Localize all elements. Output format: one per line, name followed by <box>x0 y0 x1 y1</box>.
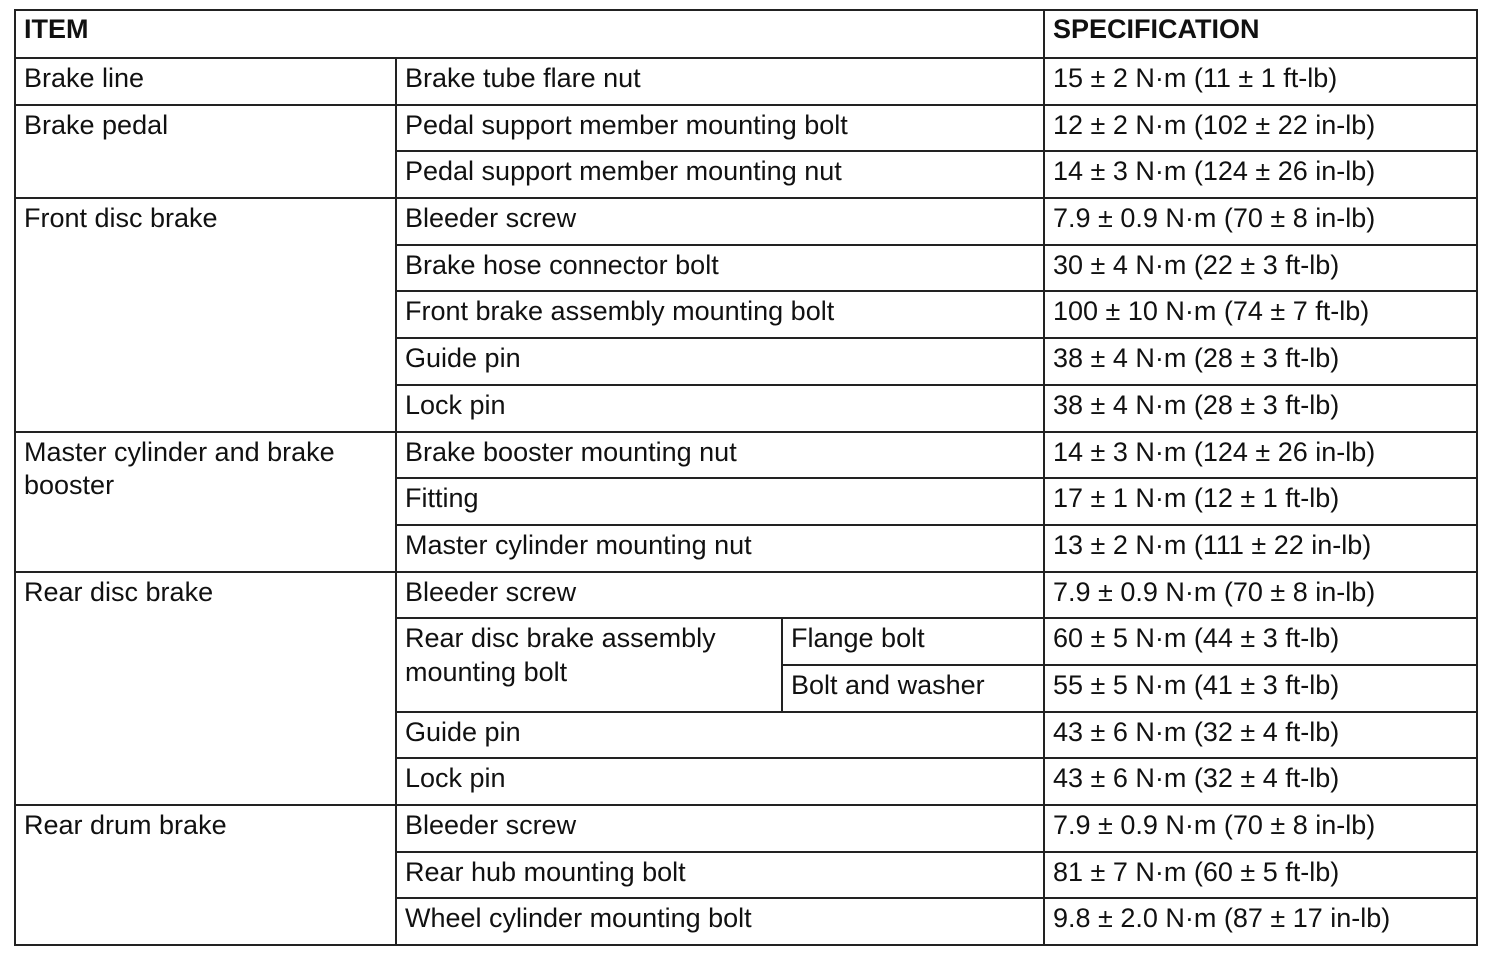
spec-cell: 30 ± 4 N·m (22 ± 3 ft-lb) <box>1044 245 1477 292</box>
item-cell: Front brake assembly mounting bolt <box>396 291 1044 338</box>
spec-cell: 15 ± 2 N·m (11 ± 1 ft-lb) <box>1044 58 1477 105</box>
spec-cell: 38 ± 4 N·m (28 ± 3 ft-lb) <box>1044 385 1477 432</box>
spec-cell: 9.8 ± 2.0 N·m (87 ± 17 in-lb) <box>1044 898 1477 945</box>
category-cell: Master cylinder and brake booster <box>15 432 396 572</box>
item-cell: Wheel cylinder mounting bolt <box>396 898 1044 945</box>
item-cell: Rear disc brake assembly mounting bolt <box>396 618 782 711</box>
spec-cell: 17 ± 1 N·m (12 ± 1 ft-lb) <box>1044 478 1477 525</box>
category-cell: Rear drum brake <box>15 805 396 945</box>
item-cell: Brake booster mounting nut <box>396 432 1044 479</box>
item-cell: Brake hose connector bolt <box>396 245 1044 292</box>
spec-cell: 81 ± 7 N·m (60 ± 5 ft-lb) <box>1044 852 1477 899</box>
header-item: ITEM <box>15 10 1044 58</box>
spec-cell: 12 ± 2 N·m (102 ± 22 in-lb) <box>1044 105 1477 152</box>
item-cell: Pedal support member mounting bolt <box>396 105 1044 152</box>
item-cell: Bleeder screw <box>396 198 1044 245</box>
item-cell: Bleeder screw <box>396 805 1044 852</box>
item-cell: Rear hub mounting bolt <box>396 852 1044 899</box>
category-cell: Front disc brake <box>15 198 396 431</box>
spec-cell: 7.9 ± 0.9 N·m (70 ± 8 in-lb) <box>1044 198 1477 245</box>
item-cell: Guide pin <box>396 338 1044 385</box>
subitem-cell: Bolt and washer <box>782 665 1044 712</box>
table-row <box>15 805 1477 852</box>
table-row <box>15 198 1477 245</box>
table-row <box>15 432 1477 479</box>
item-cell: Bleeder screw <box>396 572 1044 619</box>
spec-cell: 38 ± 4 N·m (28 ± 3 ft-lb) <box>1044 338 1477 385</box>
item-cell: Fitting <box>396 478 1044 525</box>
spec-cell: 7.9 ± 0.9 N·m (70 ± 8 in-lb) <box>1044 805 1477 852</box>
item-cell: Guide pin <box>396 712 1044 759</box>
subitem-cell: Flange bolt <box>782 618 1044 665</box>
spec-cell: 100 ± 10 N·m (74 ± 7 ft-lb) <box>1044 291 1477 338</box>
spec-cell: 60 ± 5 N·m (44 ± 3 ft-lb) <box>1044 618 1477 665</box>
table-row <box>15 105 1477 152</box>
spec-cell: 55 ± 5 N·m (41 ± 3 ft-lb) <box>1044 665 1477 712</box>
item-cell: Brake tube flare nut <box>396 58 1044 105</box>
spec-cell: 7.9 ± 0.9 N·m (70 ± 8 in-lb) <box>1044 572 1477 619</box>
item-cell: Lock pin <box>396 385 1044 432</box>
spec-cell: 43 ± 6 N·m (32 ± 4 ft-lb) <box>1044 758 1477 805</box>
item-cell: Master cylinder mounting nut <box>396 525 1044 572</box>
table-row <box>15 572 1477 619</box>
header-specification: SPECIFICATION <box>1044 10 1477 58</box>
spec-cell: 14 ± 3 N·m (124 ± 26 in-lb) <box>1044 432 1477 479</box>
table-row <box>15 58 1477 105</box>
spec-cell: 14 ± 3 N·m (124 ± 26 in-lb) <box>1044 151 1477 198</box>
spec-cell: 43 ± 6 N·m (32 ± 4 ft-lb) <box>1044 712 1477 759</box>
spec-cell: 13 ± 2 N·m (111 ± 22 in-lb) <box>1044 525 1477 572</box>
torque-spec-table <box>14 9 1478 946</box>
category-cell: Brake line <box>15 58 396 105</box>
item-cell: Lock pin <box>396 758 1044 805</box>
category-cell: Rear disc brake <box>15 572 396 805</box>
table-header-row <box>15 10 1477 58</box>
category-cell: Brake pedal <box>15 105 396 198</box>
item-cell: Pedal support member mounting nut <box>396 151 1044 198</box>
